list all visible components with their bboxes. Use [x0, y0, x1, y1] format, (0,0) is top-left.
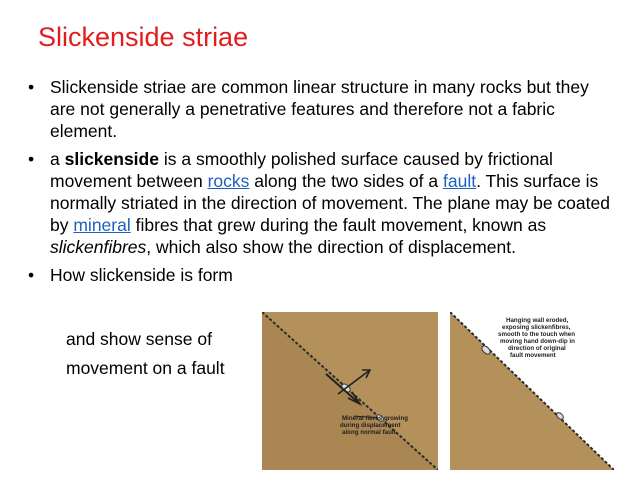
fault-diagram-left — [262, 312, 438, 470]
bullet-list — [26, 76, 616, 292]
bullet-item-1 — [26, 76, 616, 142]
bullet-text-part: along the two sides of a — [249, 171, 443, 191]
slickenside-term: slickenside — [64, 149, 159, 169]
bullet-text: Slickenside striae are common linear structure in many rocks but they are not generally a penetrative features and therefore not a fabric element. — [50, 77, 589, 141]
left-caption-line: along normal fault — [342, 429, 396, 436]
right-caption-line: fault movement — [510, 352, 556, 359]
mineral-link[interactable]: mineral — [73, 215, 131, 235]
bullet-text-part: is a smoothly polished surface caused by frictional movement between — [50, 149, 553, 191]
slickenfibres-term: slickenfibres — [50, 237, 147, 257]
bullet-item-3 — [26, 264, 616, 286]
left-caption-line: Mineral fibres growing — [342, 415, 409, 422]
continuation-lines — [66, 325, 225, 383]
bullet-item-2 — [26, 148, 616, 258]
bullet-text: How slickenside is form — [50, 265, 233, 285]
right-caption-line: smooth to the touch when — [498, 331, 575, 338]
bullet-dot: • — [28, 265, 35, 285]
fault-diagram-right-image — [450, 312, 614, 470]
right-caption-line: moving hand down-dip in — [500, 338, 575, 345]
bullet-text-part: , which also show the direction of displacement. — [146, 237, 516, 257]
bullet-text-part: fibres that grew during the fault movement, known as — [130, 215, 547, 235]
rocks-link[interactable]: rocks — [207, 171, 250, 191]
right-caption-line: exposing slickenfibres, — [502, 324, 571, 331]
fault-diagram-right — [450, 312, 614, 470]
bullet-text-part: . This surface is normally striated in the direction of movement. The plane may be coated by — [50, 171, 610, 235]
fault-link[interactable]: fault — [443, 171, 477, 191]
left-caption-line: during displacement — [340, 422, 401, 429]
continuation-line: movement on a fault — [66, 358, 225, 378]
right-caption-line: Hanging wall eroded, — [506, 317, 569, 324]
slide-title: Slickenside striae — [38, 22, 249, 52]
bullet-text-prefix: a — [50, 149, 65, 169]
right-caption-line: direction of original — [508, 345, 566, 352]
continuation-line: and show sense of — [66, 329, 212, 349]
fault-diagram-left-image — [262, 312, 438, 470]
bullet-dot: • — [28, 149, 35, 169]
bullet-dot: • — [28, 77, 35, 97]
